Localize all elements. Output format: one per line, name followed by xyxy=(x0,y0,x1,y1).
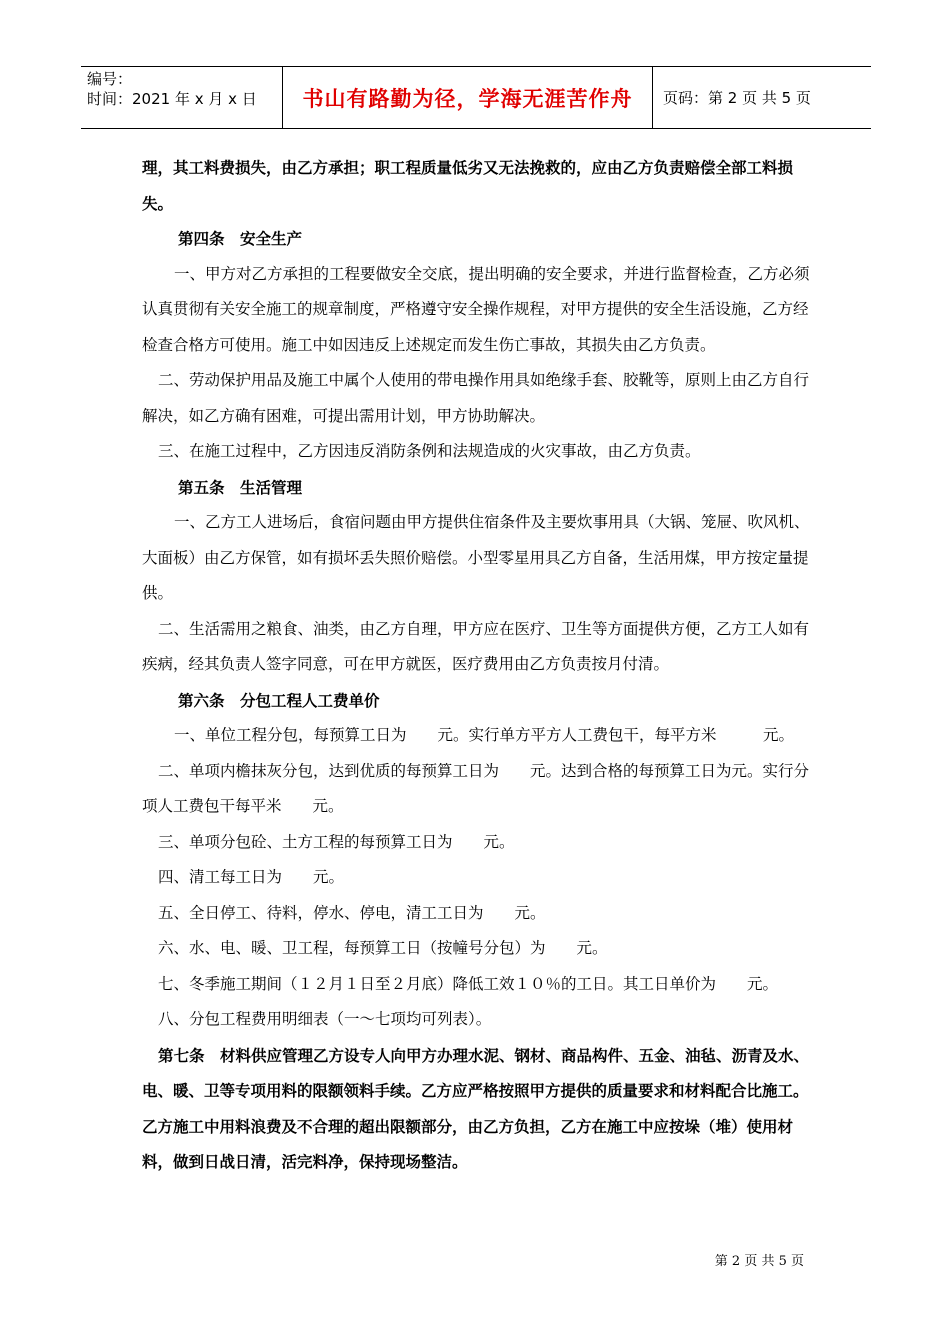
document-body xyxy=(142,150,822,1180)
article-6-item-8: 八、分包工程费用明细表（一～七项均可列表）。 xyxy=(158,1010,492,1028)
article-6-item-3: 三、单项分包砼、土方工程的每预算工日为 元。 xyxy=(158,832,515,851)
article-5-item-1: 一、乙方工人进场后，食宿问题由甲方提供住宿条件及主要炊事用具（大锅、笼屉、吹风机、大面板）由乙方保管，如有损坏丢失照价赔偿。小型零星用具乙方自备，生活用煤，甲方按定量提供。 xyxy=(142,513,810,602)
header-meta xyxy=(81,67,283,128)
article-6-heading: 第六条 分包工程人工费单价 xyxy=(178,690,380,710)
article-5-item-2: 二、生活需用之粮食、油类，由乙方自理，甲方应在医疗、卫生等方面提供方便，乙方工人如有疾病，经其负责人签字同意，可在甲方就医，医疗费用由乙方负责按月付清。 xyxy=(142,619,810,673)
article-6-item-7: 七、冬季施工期间（１２月１日至２月底）降低工效１０％的工日。其工日单价为 元。 xyxy=(158,974,779,993)
document-date: 时间：2021 年 x 月 x 日 xyxy=(87,90,257,108)
article-4-item-3: 三、在施工过程中，乙方因违反消防条例和法规造成的火灾事故，由乙方负责。 xyxy=(158,442,701,460)
article-5-heading: 第五条 生活管理 xyxy=(178,477,303,497)
header-page-number: 页码：第 2 页 共 5 页 xyxy=(663,89,811,107)
paragraph-continued: 理，其工料费损失，由乙方承担；职工程质量低劣又无法挽救的，应由乙方负责赔偿全部工料损失。 xyxy=(142,158,794,213)
article-6-item-6: 六、水、电、暖、卫工程，每预算工日（按幢号分包）为 元。 xyxy=(158,939,608,957)
article-6-item-1: 一、单位工程分包，每预算工日为 元。实行单方平方人工费包干，每平方米 元。 xyxy=(174,726,795,744)
article-4-item-2: 二、劳动保护用品及施工中属个人使用的带电操作用具如绝缘手套、胶靴等，原则上由乙方自行解决，如乙方确有困难，可提出需用计划，甲方协助解决。 xyxy=(142,371,810,425)
article-4-item-1: 一、甲方对乙方承担的工程要做安全交底，提出明确的安全要求，并进行监督检查，乙方必须认真贯彻有关安全施工的规章制度，严格遵守安全操作规程，对甲方提供的安全生活设施，乙方经检查合格方可使用。施工中如因违反上述规定而发生伤亡事故，其损失由乙方负责。 xyxy=(142,264,810,354)
page-header xyxy=(81,66,871,129)
article-6-item-2: 二、单项内檐抹灰分包，达到优质的每预算工日为 元。达到合格的每预算工日为元。实行分项人工费包干每平米 元。 xyxy=(142,761,810,815)
page-footer-number: 第 2 页 共 5 页 xyxy=(714,1254,804,1269)
article-6-item-5: 五、全日停工、待料，停水、停电，清工工日为 元。 xyxy=(158,903,546,922)
article-6-item-4: 四、清工每工日为 元。 xyxy=(158,868,345,886)
header-motto: 书山有路勤为径，学海无涯苦作舟 xyxy=(283,67,653,128)
article-4-heading: 第四条 安全生产 xyxy=(178,229,303,248)
article-7-paragraph: 第七条 材料供应管理乙方设专人向甲方办理水泥、钢材、商品构件、五金、油毡、沥青及水、电、暖、卫等专项用料的限额领料手续。乙方应严格按照甲方提供的质量要求和材料配合比施工。乙方施工中用料浪费及不合理的超出限额部分，由乙方负担，乙方在施工中应按垛（堆）使用材料，做到日战日清，活完料净，保持现场整洁。 xyxy=(142,1045,810,1171)
document-number: 编号： xyxy=(87,70,133,88)
